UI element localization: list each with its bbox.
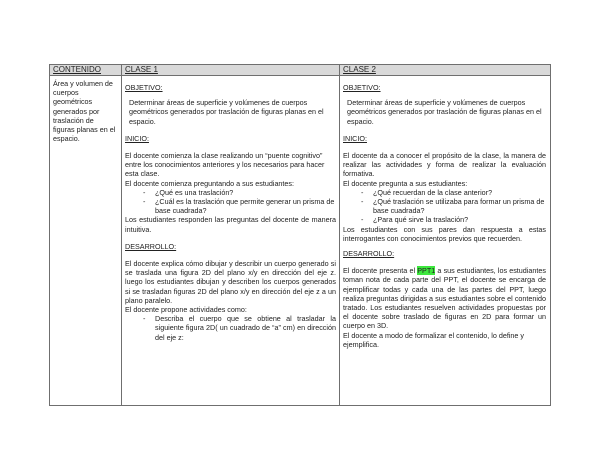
clase1-objetivo-text: Determinar áreas de superficie y volúmenes de cuerpos geométricos generados por traslación de figuras planas en el espacio. <box>129 98 324 126</box>
clase2-inicio-list <box>343 188 546 225</box>
contenido-text: Área y volumen de cuerpos geométricos generados por traslación de figuras planas en el espacio. <box>53 79 116 144</box>
list-item: - ¿Qué recuerdan de la clase anterior? <box>343 188 546 197</box>
list-item: - ¿Cuál es la traslación que permite generar un prisma de base cuadrada? <box>125 197 336 215</box>
column-divider <box>339 65 340 405</box>
list-item: - Describa el cuerpo que se obtiene al trasladar la siguiente figura 2D( un cuadrado de “a” cm) en dirección del eje z: <box>125 314 336 342</box>
list-item: - ¿Para qué sirve la traslación? <box>343 215 546 224</box>
clase2-desarrollo-p1-after: a sus estudiantes, los estudiantes toman nota de cada parte del PPT, el docente se encarga de ejemplificar todas y cada una de las partes del PPT, luego realiza preguntas dirigidas a sus estudiantes sobre el contenido tratado. Los estudiantes resuelven actividades propuestas por el docente sobre traslado de figuras en 2D para formar un cuerpo en 3D. <box>343 266 546 331</box>
clase2-desarrollo-p2: El docente a modo de formalizar el contenido, lo define y ejemplifica. <box>343 330 524 349</box>
clase2-desarrollo-p1-before: El docente presenta el <box>343 266 418 276</box>
header-contenido: CONTENIDO <box>53 65 101 74</box>
clase1-inicio-title: INICIO: <box>125 133 149 143</box>
clase2-objetivo-text: Determinar áreas de superficie y volúmenes de cuerpos geométricos generados por traslación de figuras planas en el espacio. <box>347 98 542 126</box>
clase2-inicio-p3: Los estudiantes con sus pares dan respuesta a estas interrogantes con conocimientos previos que recuerden. <box>343 224 546 243</box>
clase1-desarrollo-title: DESARROLLO: <box>125 241 177 251</box>
clase1-desarrollo-p2: El docente propone actividades como: <box>125 305 247 315</box>
contenido-cell <box>53 79 117 143</box>
clase1-inicio-p2: El docente comienza preguntando a sus estudiantes: <box>125 178 295 188</box>
clase1-objetivo-title: OBJETIVO: <box>125 83 163 92</box>
ppt1-highlight: PPT1 <box>417 266 436 276</box>
list-item: - ¿Qué traslación se utilizaba para formar un prisma de base cuadrada? <box>343 197 546 215</box>
clase2-desarrollo-title: DESARROLLO: <box>343 249 395 259</box>
header-clase1: CLASE 1 <box>125 65 158 74</box>
header-row <box>50 65 550 76</box>
clase2-inicio-p1: El docente da a conocer el propósito de la clase, la manera de realizar las actividades y forma de realizar la evaluación formativa. <box>343 151 546 179</box>
clase2-desarrollo-p1 <box>343 266 546 330</box>
clase2-inicio-title: INICIO: <box>343 133 367 143</box>
clase2-objetivo-title: OBJETIVO: <box>343 83 381 92</box>
clase1-inicio-p1: El docente comienza la clase realizando un “puente cognitivo” entre los conocimientos anteriores y los necesarios para hacer esta clase. <box>125 151 325 179</box>
clase1-inicio-p3: Los estudiantes responden las preguntas del docente de manera intuitiva. <box>125 215 336 234</box>
clase1-cell <box>125 77 336 342</box>
clase2-inicio-p2: El docente pregunta a sus estudiantes: <box>343 178 468 188</box>
lesson-plan-table <box>49 64 551 406</box>
list-item: - ¿Qué es una traslación? <box>125 188 336 197</box>
clase1-desarrollo-list <box>125 314 336 342</box>
column-divider <box>121 65 122 405</box>
clase1-desarrollo-p1: El docente explica cómo dibujar y describir un cuerpo generado si se traslada una figura 2D del plano x/y en dirección del eje z. luego los estudiantes dibujan y describen los cuerpos generados si se trasladan figuras 2D del plano x/y en dirección del eje z a un plano paralelo. <box>125 259 336 305</box>
clase2-cell <box>343 77 546 349</box>
header-clase2: CLASE 2 <box>343 65 376 74</box>
clase1-inicio-list <box>125 188 336 216</box>
